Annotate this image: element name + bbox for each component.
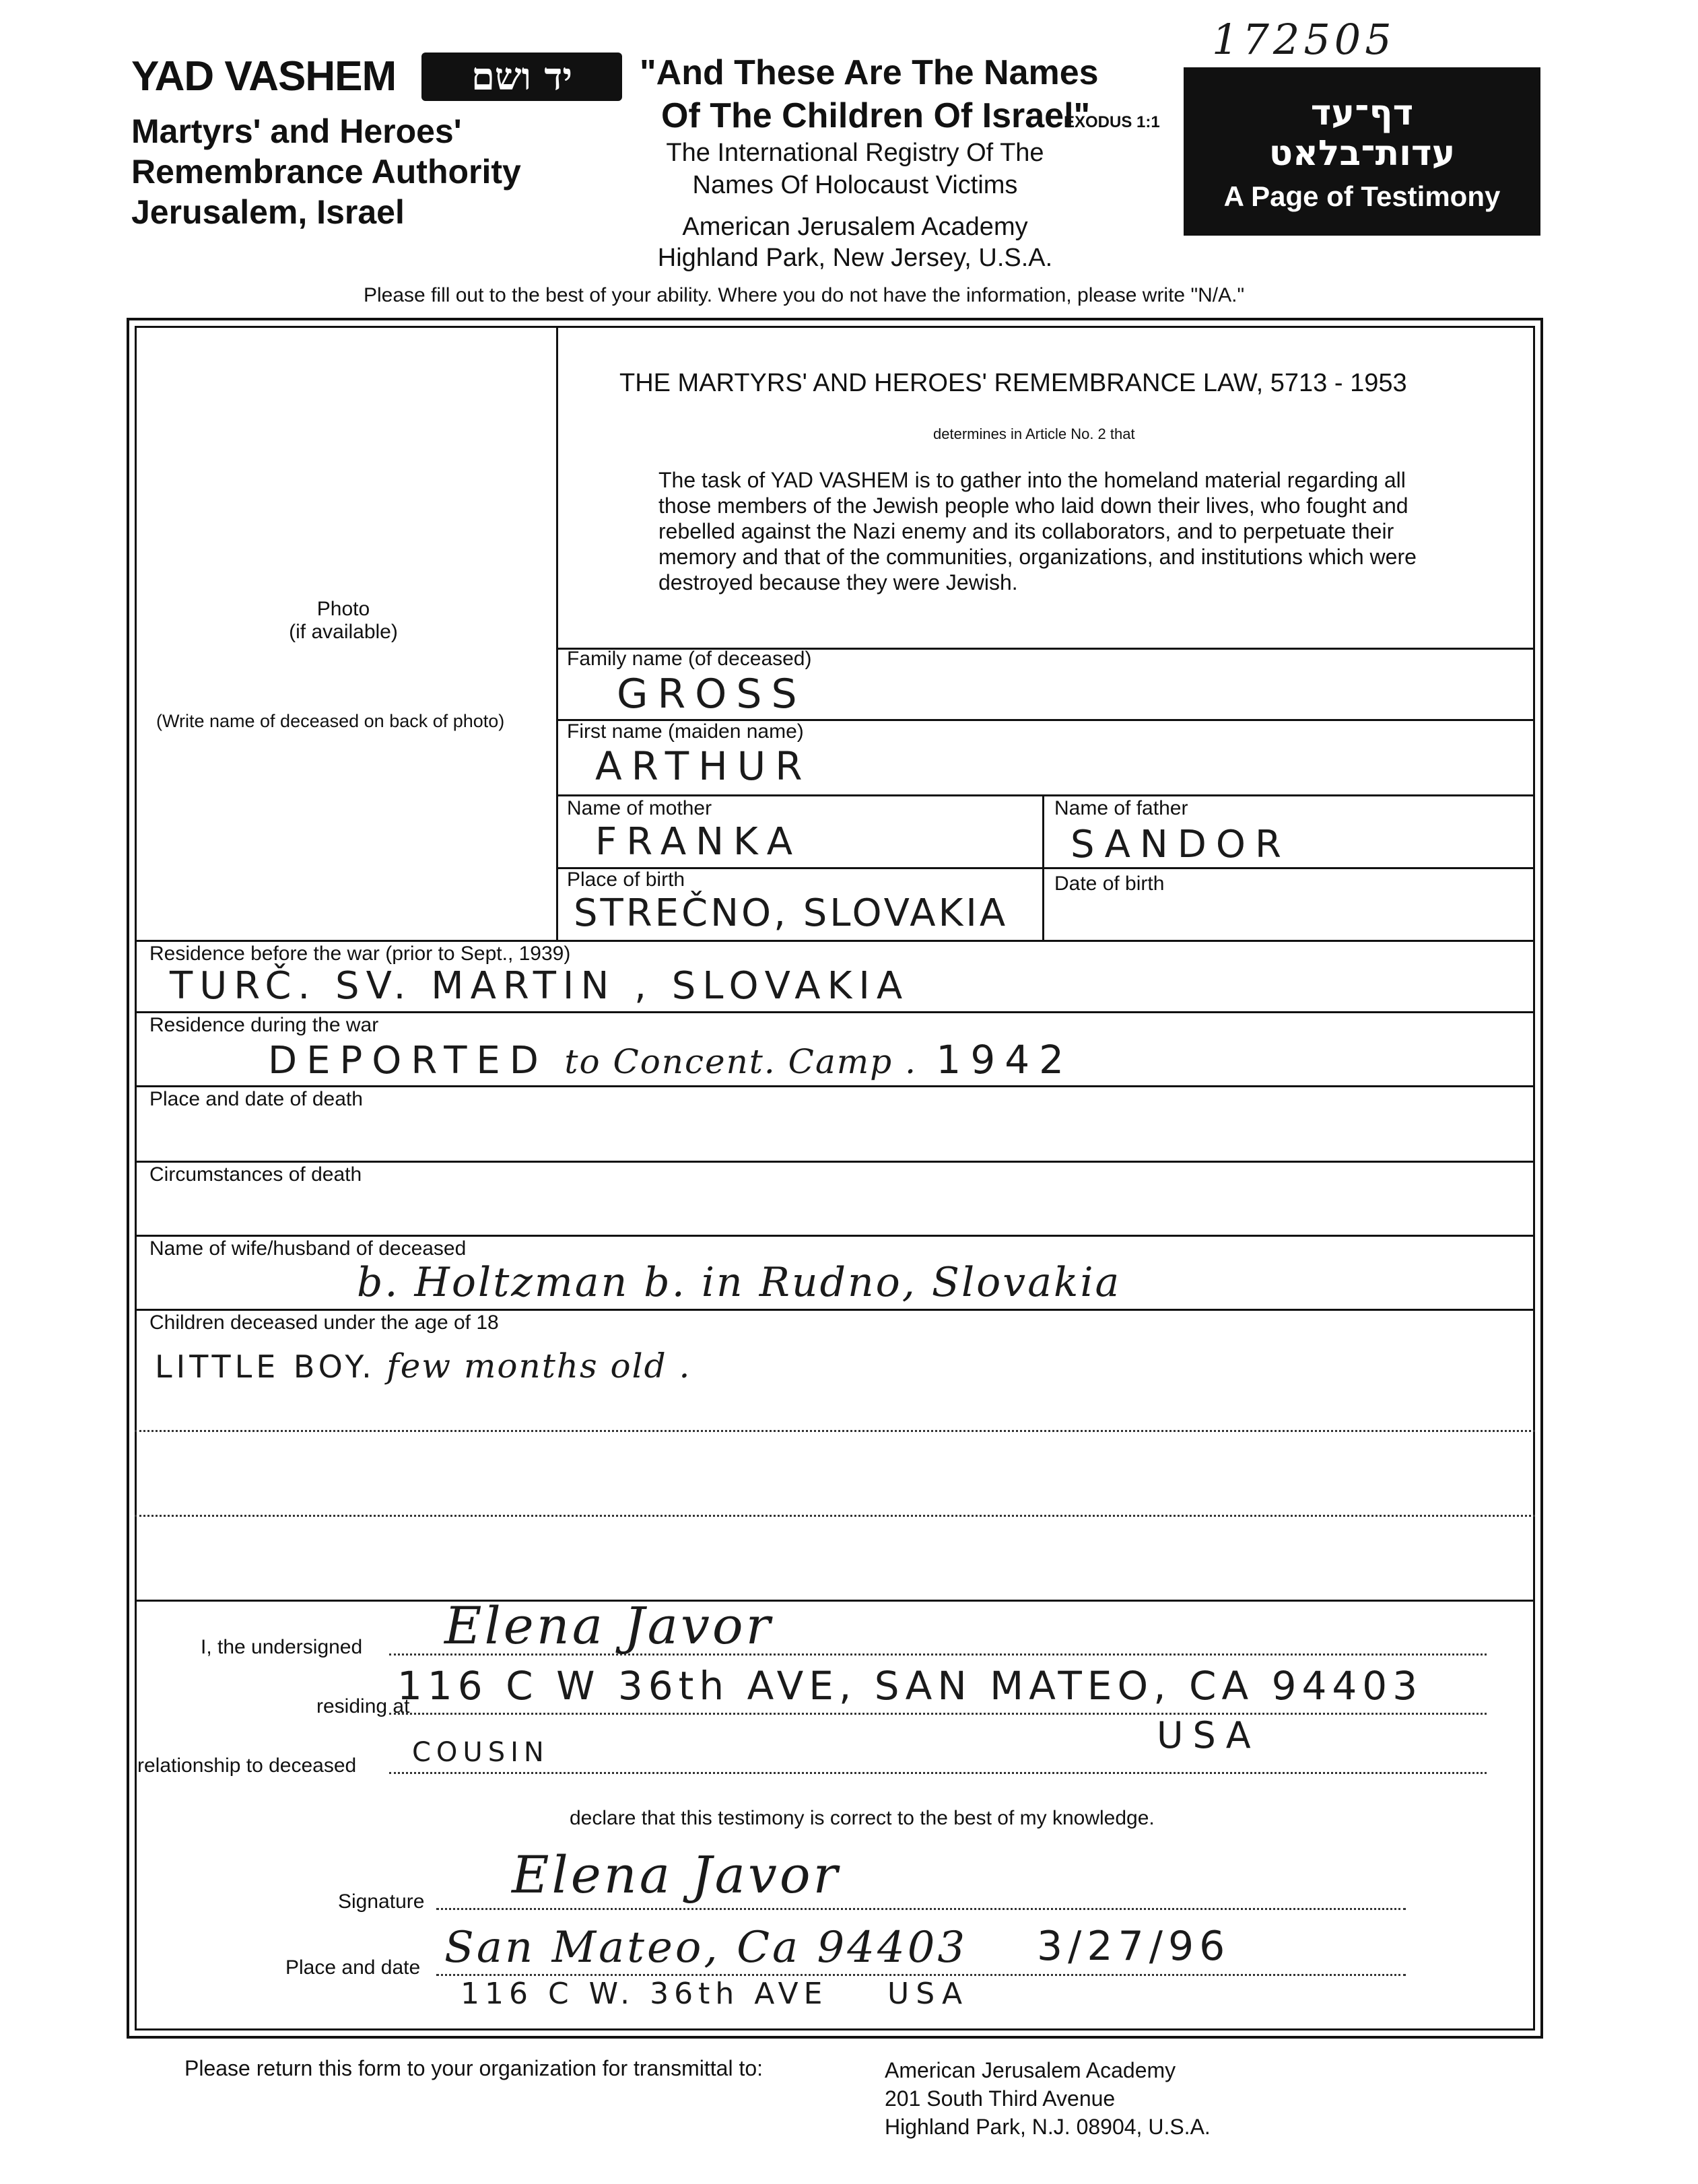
quote-line-2: Of The Children Of Israel"	[661, 96, 1091, 135]
relationship-value[interactable]: COUSIN	[412, 1737, 549, 1768]
first-name-value[interactable]: ARTHUR	[595, 743, 812, 789]
birthdate-label: Date of birth	[1054, 873, 1165, 895]
residing-value[interactable]: 116 C W 36th AVE, SAN MATEO, CA 94403	[397, 1663, 1423, 1709]
return-instructions: Please return this form to your organization for transmittal to:	[184, 2056, 763, 2080]
residing-label: residing at	[316, 1695, 410, 1717]
law-body: The task of YAD VASHEM is to gather into the homeland material regarding all those members of the Jewish people who laid down their lives, who fought and rebelled against the Nazi enemy and its collaborators, and to perpetuate their memory and that of the communities, organizations, and institutions which were destroyed because they were Jewish.	[658, 468, 1417, 594]
quote-line-1: "And These Are The Names	[640, 53, 1099, 92]
line-res-before-bottom	[135, 1011, 1535, 1013]
org-line-1: Martyrs' and Heroes'	[131, 112, 462, 150]
photo-placeholder	[256, 598, 431, 644]
page-of-testimony-badge	[1184, 67, 1540, 236]
birthplace-label: Place of birth	[567, 868, 685, 891]
residence-before-value[interactable]: TURČ. SV. MARTIN , SLOVAKIA	[170, 964, 910, 1008]
residing-value-country[interactable]: USA	[1157, 1714, 1260, 1756]
signature-value[interactable]: Elena Javor	[512, 1845, 840, 1905]
family-name-label: Family name (of deceased)	[567, 648, 812, 670]
academy-line-1: American Jerusalem Academy	[682, 213, 1028, 241]
father-name-label: Name of father	[1054, 797, 1188, 819]
residence-before-label: Residence before the war (prior to Sept., 1939)	[149, 943, 571, 965]
signature-line	[436, 1908, 1406, 1910]
residence-during-label: Residence during the war	[149, 1014, 379, 1036]
spouse-value[interactable]: b. Holtzman b. in Rudno, Slovakia	[357, 1259, 1122, 1306]
address-line-3: Highland Park, N.J. 08904, U.S.A.	[885, 2115, 1211, 2139]
relationship-line	[389, 1772, 1487, 1774]
undersigned-value[interactable]: Elena Javor	[444, 1596, 773, 1656]
line-parents-bottom	[556, 867, 1535, 869]
circumstances-label: Circumstances of death	[149, 1163, 362, 1186]
children-value[interactable]	[155, 1346, 691, 1386]
date-value[interactable]: 3/27/96	[1037, 1923, 1231, 1970]
father-name-value[interactable]: SANDOR	[1071, 823, 1291, 866]
line-circ-bottom	[135, 1235, 1535, 1237]
line-res-during-bottom	[135, 1085, 1535, 1087]
testimony-hebrew-2: עדות־בלאט	[1268, 133, 1456, 174]
record-number: 172505	[1212, 15, 1396, 64]
relationship-label: relationship to deceased	[137, 1754, 357, 1777]
photo-sub-label: (if available)	[289, 621, 398, 643]
birthplace-value[interactable]: STREČNO, SLOVAKIA	[574, 891, 1009, 935]
line-first-bottom	[556, 794, 1535, 796]
quote-reference: EXODUS 1:1	[1064, 113, 1160, 131]
org-name: YAD VASHEM	[131, 53, 397, 100]
photo-divider	[556, 326, 558, 940]
undersigned-label: I, the undersigned	[201, 1636, 363, 1658]
place-value[interactable]: San Mateo, Ca 94403	[444, 1923, 968, 1973]
death-place-date-label: Place and date of death	[149, 1088, 363, 1110]
law-title: THE MARTYRS' AND HEROES' REMEMBRANCE LAW, 5713 - 1953	[619, 369, 1407, 397]
yad-vashem-logo: יד ושם	[421, 53, 622, 101]
photo-label: Photo	[316, 598, 370, 620]
children-dotted-2	[135, 1515, 1535, 1517]
place-date-line	[436, 1974, 1406, 1976]
residing-line	[389, 1713, 1487, 1715]
registry-line-2: Names Of Holocaust Victims	[692, 171, 1018, 199]
signature-label: Signature	[338, 1890, 425, 1913]
line-children-bottom	[135, 1600, 1535, 1602]
children-dotted-1	[135, 1430, 1535, 1432]
place-value-address[interactable]: 116 C W. 36th AVE	[461, 1977, 828, 2011]
residence-during-year: 1942	[936, 1037, 1074, 1083]
residence-during-value[interactable]	[268, 1037, 1073, 1083]
org-line-3: Jerusalem, Israel	[131, 193, 405, 231]
line-spouse-bottom	[135, 1309, 1535, 1311]
declaration-statement: declare that this testimony is correct to the best of my knowledge.	[570, 1807, 1155, 1829]
testimony-title: A Page of Testimony	[1223, 180, 1501, 212]
place-date-label: Place and date	[285, 1956, 421, 1979]
mother-name-label: Name of mother	[567, 797, 712, 819]
registry-line-1: The International Registry Of The	[666, 139, 1044, 167]
children-print: LITTLE BOY.	[155, 1349, 376, 1385]
photo-note: (Write name of deceased on back of photo)	[156, 711, 505, 731]
spouse-label: Name of wife/husband of deceased	[149, 1237, 467, 1260]
residence-during-print: DEPORTED	[268, 1039, 548, 1083]
return-address	[885, 2056, 1211, 2141]
first-name-label: First name (maiden name)	[567, 720, 804, 743]
org-line-2: Remembrance Authority	[131, 153, 521, 191]
children-script: few months old .	[386, 1346, 691, 1386]
address-line-2: 201 South Third Avenue	[885, 2086, 1116, 2111]
children-label: Children deceased under the age of 18	[149, 1311, 499, 1334]
testimony-hebrew-1: דף־עד	[1310, 93, 1414, 133]
mother-name-value[interactable]: FRANKA	[595, 820, 803, 864]
line-birth-bottom	[135, 940, 1535, 942]
residence-during-script: to Concent. Camp .	[564, 1042, 917, 1081]
instructions: Please fill out to the best of your ability. Where you do not have the information, please write "N/A."	[364, 284, 1245, 306]
place-value-country[interactable]: USA	[887, 1977, 970, 2011]
family-name-value[interactable]: GROSS	[617, 671, 807, 718]
academy-line-2: Highland Park, New Jersey, U.S.A.	[657, 244, 1053, 272]
address-line-1: American Jerusalem Academy	[885, 2058, 1176, 2082]
line-death-bottom	[135, 1161, 1535, 1163]
law-subtitle: determines in Article No. 2 that	[933, 425, 1135, 442]
